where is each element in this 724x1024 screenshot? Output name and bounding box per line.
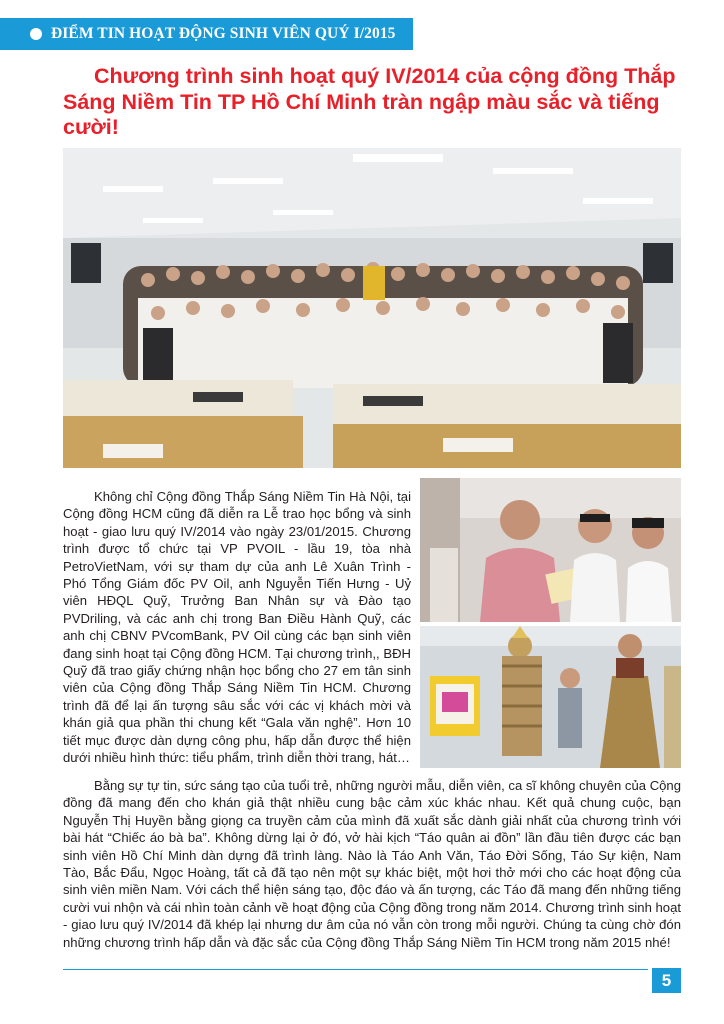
bullet-icon <box>30 28 42 40</box>
article-paragraph-2: Bằng sự tự tin, sức sáng tạo của tuổi trẻ, những người mẫu, diễn viên, ca sĩ không chuyên của Cộng đồng đã mang đến cho khán giả thật nhiều cung bậc cảm xúc khác nhau. Kết quả chung cuộc, bạn Nguyễn Thị Huyền bằng giọng ca truyền cảm của mình đã xuất sắc dành giải nhất của chương trình với bài hát “Chiếc áo bà ba”. Không dừng lại ở đó, vở hài kịch “Táo quân ai đồn” lần đầu tiên được các bạn sinh viên Hồ Chí Minh dàn dựng đã trình làng. Nào là Táo Anh Văn, Táo Đời Sống, Táo Sự kiện, Nam Tào, Bắc Đẩu, Ngọc Hoàng, tất cả đã tạo nên một sự khác biệt, một hơi thở mới cho các hoạt động của sinh viên miền Nam. Với cách thể hiện sáng tạo, độc đáo và ấn tượng, các Táo đã mang đến những tiếng cười vui nhộn và cái nhìn toàn cảnh về hoạt động của Cộng đồng trong năm 2014. Chương trình sinh hoạt - giao lưu quý IV/2014 đã khép lại nhưng dư âm của nó vẫn còn trong mỗi người. Chúng ta cùng chờ đón những chương trình hấp dẫn và đặc sắc của Cộng đồng Thắp Sáng Niềm Tin HCM trong năm 2015 nhé! <box>63 778 681 950</box>
group-photo <box>63 148 681 468</box>
footer-divider <box>63 969 648 970</box>
section-header-bar <box>0 18 413 50</box>
scholarship-award-photo <box>420 478 681 622</box>
costume-performance-photo <box>420 626 681 768</box>
page-number: 5 <box>652 968 681 993</box>
article-title: Chương trình sinh hoạt quý IV/2014 của cộng đồng Thắp Sáng Niềm Tin TP Hồ Chí Minh tràn ngập màu sắc và tiếng cười! <box>63 64 676 139</box>
section-header-title: ĐIỂM TIN HOẠT ĐỘNG SINH VIÊN QUÝ I/2015 <box>51 25 396 42</box>
article-paragraph-1: Không chỉ Cộng đồng Thắp Sáng Niềm Tin Hà Nội, tại Cộng đồng HCM cũng đã diễn ra Lễ trao học bổng và sinh hoạt - giao lưu quý IV/2014 vào ngày 23/01/2015. Chương trình được tổ chức tại VP PVOIL - lầu 19, tòa nhà PetroVietNam, với sự tham dự của anh Lê Xuân Trình - Phó Tổng Giám đốc PV Oil, anh Nguyễn Tiến Hưng - Uỷ viên HĐQL Quỹ, Trưởng Ban Nhân sự và Đào tạo PVDriling, và các anh chị trong Ban Điều Hành Quỹ, các anh chị CBNV PVcomBank, PV Oil cùng các bạn sinh viên đang sinh hoạt tại Cộng đồng HCM. Tại chương trình,, BĐH Quỹ đã trao giấy chứng nhận học bổng cho 27 em tân sinh viên của Cộng đồng Thắp Sáng Niềm Tin HCM. Chương trình đã để lại ấn tượng sâu sắc với các vị khách mời và khán giả qua phần thi chung kết “Gala văn nghệ”. Hơn 10 tiết mục được dàn dựng công phu, hấp dẫn được thể hiện dưới nhiều hình thức: tiểu phẩm, trình diễn thời trang, hát… <box>63 489 411 766</box>
